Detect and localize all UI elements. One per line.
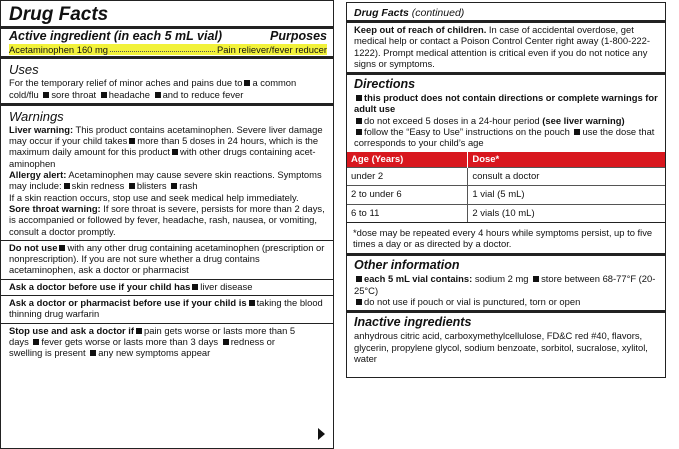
bullet-icon [59, 245, 65, 251]
inactive-ingredients-text: anhydrous citric acid, carboxymethylcellulose, FD&C red #40, flavors, glycerin, propylene glycol, sodium benzoate, sorbitol, sucralose, xylitol, water [354, 330, 648, 364]
sore-throat-label: Sore throat warning: [9, 202, 101, 214]
sore-throat-text: If sore throat is severe, persists for more than 2 days, is accompanied or followed by fever, headache, rash, nausea, or vomiting, consult a doctor promptly. [9, 202, 325, 237]
drug-facts-continued-panel [346, 2, 666, 378]
ingredient-name: Acetaminophen 160 mg [9, 44, 109, 55]
table-row [347, 186, 665, 204]
liver-warning-item: with other drugs containing acetaminophen [9, 146, 316, 169]
ingredient-row [9, 44, 327, 55]
bullet-icon [249, 300, 255, 306]
uses-item: and to reduce fever [162, 88, 244, 100]
active-ingredient-header-row [9, 29, 327, 44]
bullet-icon [356, 299, 362, 305]
bullet-icon [33, 339, 39, 345]
ask-pharmacist-label: Ask a doctor or pharmacist before use if your child is [9, 297, 247, 309]
warnings-header: Warnings [9, 108, 64, 124]
continued-title-bold: Drug Facts [354, 7, 409, 19]
bullet-icon [90, 350, 96, 356]
uses-item: sore throat [51, 88, 97, 100]
ask-pharmacist-item: taking the blood thinning drug warfarin [9, 297, 323, 320]
stop-use-item: pain gets worse or lasts more than 5 days [9, 324, 296, 347]
directions-item: use the dose that corresponds to your child’s age [354, 126, 655, 149]
dosage-table-header: Age (Years) [347, 152, 468, 168]
liver-warning-text: This product contains acetaminophen. Severe liver damage may occur if your child takes [9, 123, 323, 147]
bullet-icon [172, 149, 178, 155]
do-not-use-text: with any other drug containing acetaminophen (prescription or nonprescription). If you are not sure whether a drug contains acetaminophen, ask a doctor or pharmacist [9, 241, 325, 276]
table-row [347, 167, 665, 185]
dosage-table-header: Dose* [468, 152, 665, 168]
bullet-icon [155, 92, 161, 98]
keep-out-text: In case of accidental overdose, get medical help or contact a Poison Control Center right away (1-800-222-1222). Prompt medical attention is critical even if you do not notice any signs or symptoms. [354, 24, 650, 69]
allergy-alert-label: Allergy alert: [9, 169, 67, 181]
ingredient-purpose: Pain reliever/fever reducer [217, 44, 327, 55]
directions-item-ref: (see liver warning) [542, 114, 625, 126]
continued-title [354, 6, 659, 20]
dose-note: *dose may be repeated every 4 hours while symptoms persist, up to five times a day or as directed by a doctor. [353, 226, 653, 250]
ask-doctor-section [9, 280, 327, 295]
bullet-icon [129, 183, 135, 189]
do-not-use-label: Do not use [9, 241, 58, 253]
bullet-icon [192, 284, 198, 290]
uses-item: headache [108, 88, 150, 100]
active-ingredient-header: Active ingredient (in each 5 mL vial) [9, 29, 223, 43]
uses-text: For the temporary relief of minor aches and pains due to [9, 77, 243, 89]
stop-use-label: Stop use and ask a doctor if [9, 324, 135, 336]
stop-use-item: any new symptoms appear [98, 347, 211, 359]
allergy-alert-text: Acetaminophen may cause severe skin reactions. Symptoms may include: [9, 169, 322, 192]
table-cell-age: 2 to under 6 [347, 186, 468, 204]
purposes-header: Purposes [270, 29, 327, 43]
bullet-icon [244, 80, 250, 86]
table-cell-dose: consult a doctor [468, 167, 665, 185]
liver-warning-item: more than 5 doses in 24 hours, which is the maximum daily amount for this product [9, 135, 319, 158]
directions-section [351, 75, 659, 222]
bullet-icon [356, 276, 362, 282]
bullet-icon [129, 138, 135, 144]
table-row [347, 204, 665, 222]
keep-out-section [354, 23, 659, 72]
allergy-alert-text-2: If a skin reaction occurs, stop use and seek medical help immediately. [9, 191, 299, 203]
bullet-icon [223, 339, 229, 345]
bullet-icon [64, 183, 70, 189]
table-cell-age: under 2 [347, 167, 468, 185]
other-information-header: Other information [354, 258, 460, 273]
directions-item: do not exceed 5 doses in a 24-hour period [364, 114, 540, 126]
inactive-ingredients-header: Inactive ingredients [354, 315, 472, 330]
uses-item: a common cold/flu [9, 77, 297, 100]
directions-header: Directions [354, 77, 416, 92]
other-info-item: do not use if pouch or vial is punctured, torn or open [364, 296, 581, 308]
warnings-section [9, 106, 327, 240]
allergy-item: skin redness [71, 180, 125, 192]
liver-warning-label: Liver warning: [9, 123, 74, 135]
directions-item: follow the “Easy to Use” instructions on the pouch [364, 126, 570, 138]
keep-out-label: Keep out of reach of children. [354, 24, 487, 35]
other-info-item: sodium 2 mg [474, 273, 529, 285]
continued-title-rest: (continued) [408, 7, 465, 19]
bullet-icon [574, 129, 580, 135]
bullet-icon [136, 328, 142, 334]
drug-facts-panel [0, 0, 334, 449]
allergy-item: rash [179, 180, 198, 192]
stop-use-section [9, 324, 327, 362]
do-not-use-section [9, 241, 327, 279]
bullet-icon [533, 276, 539, 282]
uses-header: Uses [9, 62, 39, 78]
ask-doctor-label: Ask a doctor before use if your child has [9, 280, 191, 292]
table-cell-age: 6 to 11 [347, 204, 468, 222]
bullet-icon [171, 183, 177, 189]
other-information-section [354, 256, 659, 310]
bullet-icon [356, 95, 362, 101]
bullet-icon [356, 129, 362, 135]
ask-doctor-item: liver disease [200, 280, 253, 292]
other-info-item: store between 68-77°F (20-25°C) [354, 273, 656, 296]
other-info-label: each 5 mL vial contains: [364, 273, 473, 285]
allergy-item: blisters [136, 180, 167, 192]
inactive-ingredients-section [354, 313, 659, 367]
stop-use-item: redness or swelling is present [9, 335, 275, 359]
stop-use-item: fever gets worse or lasts more than 3 days [41, 335, 219, 347]
table-cell-dose: 2 vials (10 mL) [468, 204, 665, 222]
bullet-icon [356, 118, 362, 124]
uses-section [9, 59, 327, 103]
ask-pharmacist-section [9, 296, 327, 323]
bullet-icon [101, 92, 107, 98]
dosage-table [347, 152, 665, 222]
panel-title: Drug Facts [9, 4, 109, 25]
directions-item: this product does not contain directions or complete warnings for adult use [354, 92, 658, 115]
continued-arrow-icon [318, 428, 325, 440]
bullet-icon [43, 92, 49, 98]
table-cell-dose: 1 vial (5 mL) [468, 186, 665, 204]
